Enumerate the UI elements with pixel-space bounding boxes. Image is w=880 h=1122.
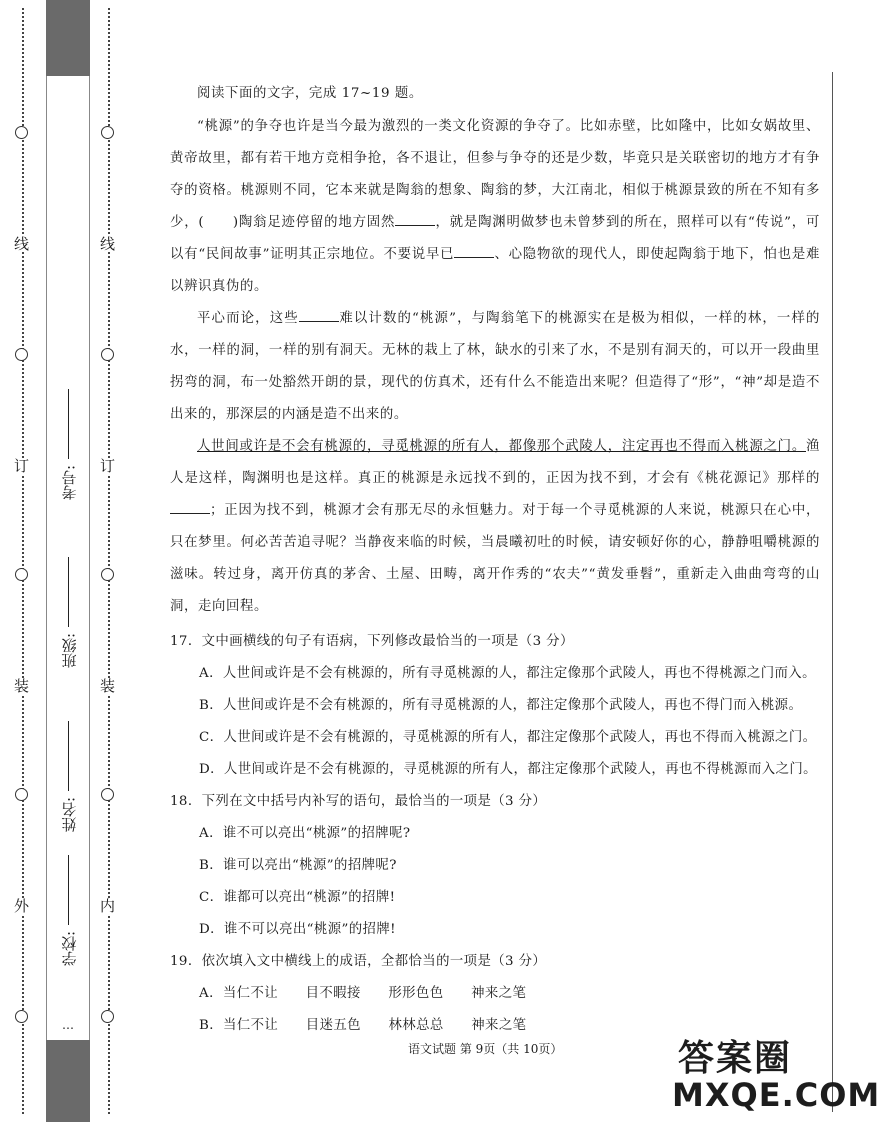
passage-intro: 阅读下面的文字，完成 17~19 题。 xyxy=(197,86,423,101)
questions xyxy=(170,626,820,1046)
inner-dotted-line xyxy=(108,8,110,1114)
question-19-stem: 19．依次填入文中横线上的成语，全都恰当的一项是（3 分） xyxy=(170,954,547,969)
outer-mark-staple: 订 xyxy=(14,457,30,475)
binding-hole xyxy=(15,348,28,361)
passage-paragraph-2: 平心而论，这些 难以计数的“桃源”，与陶翁笔下的桃源实在是极为相似，一样的林，一样的水，一样的洞，一样的别有洞天。无林的栽上了林，缺水的引来了水，不是别有洞天的，可以开一段曲里拐弯的洞，布一处豁然开朗的景，现代的仿真术，还有什么不能造出来呢？但造得了“形”，“神”却是造不出来的，那深层的内涵是造不出来的。 xyxy=(170,311,821,422)
exam-number-field[interactable] xyxy=(52,380,86,500)
page-footer: 语文试题 第 9页（共 10页） xyxy=(408,1042,563,1056)
school-field[interactable] xyxy=(52,846,86,966)
reading-passage xyxy=(170,78,820,623)
binding-hole xyxy=(15,126,28,139)
question-18-stem: 18．下列在文中括号内补写的语句，最恰当的一项是（3 分） xyxy=(170,794,547,809)
question-18-option-c[interactable]: C．谁都可以亮出“桃源”的招牌! xyxy=(199,890,396,905)
gray-block-top xyxy=(46,0,90,76)
class-label: 班级: xyxy=(60,632,79,668)
inner-mark-bind: 装 xyxy=(100,677,116,695)
question-17-option-b[interactable]: B．人世间或许是不会有桃源的，所有寻觅桃源的人，都注定像那个武陵人，再也不得门而入桃源。 xyxy=(199,698,803,713)
inner-mark-line: 线 xyxy=(100,235,116,253)
question-19-option-a[interactable]: A．当仁不让 目不暇接 形形色色 神来之笔 xyxy=(199,986,527,1001)
binding-hole xyxy=(101,568,114,581)
watermark-logo xyxy=(672,1030,880,1118)
inner-mark-inside: 内 xyxy=(100,897,116,915)
question-17-stem: 17．文中画横线的句子有语病，下列修改最恰当的一项是（3 分） xyxy=(170,634,574,649)
exam-number-label: 考号: xyxy=(60,464,79,500)
question-17-option-a[interactable]: A．人世间或许是不会有桃源的，所有寻觅桃源的人，都注定像那个武陵人，再也不得桃源之门而入。 xyxy=(199,666,816,681)
passage-paragraph-3: 人世间或许是不会有桃源的，寻觅桃源的所有人，都像那个武陵人，注定再也不得而入桃源之门。渔人是这样，陶渊明也是这样。真正的桃源是永远找不到的，正因为找不到，才会有《桃花源记》那样的；正因为找不到，桃源才会有那无尽的永恒魅力。对于每一个寻觅桃源的人来说，桃源只在心中，只在梦里。何必苦苦追寻呢？当静夜来临的时候，当晨曦初吐的时候，请安顿好你的心，静静咀嚼桃源的滋味。转过身，离开仿真的茅舍、土屋、田畴，离开作秀的“农夫”“黄发垂髫”，重新走入曲曲弯弯的山洞，走向回程。 xyxy=(170,439,820,614)
binding-hole xyxy=(101,788,114,801)
question-17-option-c[interactable]: C．人世间或许是不会有桃源的，寻觅桃源的所有人，都注定像那个武陵人，再也不得而入桃源之门。 xyxy=(199,730,817,745)
class-field[interactable] xyxy=(52,548,86,668)
fill-blank-4[interactable] xyxy=(170,513,210,514)
underlined-sentence: 人世间或许是不会有桃源的，寻觅桃源的所有人，都像那个武陵人，注定再也不得而入桃源之门。 xyxy=(197,439,806,454)
school-label: 学校: xyxy=(60,930,79,966)
fill-blank-2[interactable] xyxy=(454,257,494,258)
binding-hole xyxy=(101,1010,114,1023)
outer-mark-line: 线 xyxy=(14,235,30,253)
fill-blank-1[interactable] xyxy=(395,225,435,226)
outer-mark-bind: 装 xyxy=(14,677,30,695)
paren-blank[interactable] xyxy=(204,215,233,230)
right-margin-rule xyxy=(832,72,833,1112)
name-field[interactable] xyxy=(52,712,86,832)
binding-hole xyxy=(15,788,28,801)
watermark-line-1: 答案圈 xyxy=(678,1038,793,1079)
binding-hole xyxy=(101,126,114,139)
gray-block-bottom xyxy=(46,1040,90,1122)
sidebar-dots: … xyxy=(62,1018,74,1032)
outer-dotted-line xyxy=(22,8,24,1114)
binding-hole xyxy=(15,568,28,581)
question-18-option-a[interactable]: A．谁不可以亮出“桃源”的招牌呢? xyxy=(199,826,411,841)
fill-blank-3[interactable] xyxy=(299,321,339,322)
question-19-option-b[interactable]: B．当仁不让 目迷五色 林林总总 神来之笔 xyxy=(199,1018,527,1033)
question-17-option-d[interactable]: D．人世间或许是不会有桃源的，寻觅桃源的所有人，都注定像那个武陵人，再也不得桃源而入之门。 xyxy=(199,762,817,777)
question-18-option-b[interactable]: B．谁可以亮出“桃源”的招牌呢? xyxy=(199,858,397,873)
passage-paragraph-1: “桃源”的争夺也许是当今最为激烈的一类文化资源的争夺了。比如赤壁，比如隆中，比如女娲故里、黄帝故里，都有若干地方竞相争抢，各不退让，但参与争夺的还是少数，毕竟只是关联密切的地方才有争夺的资格。桃源则不同，它本来就是陶翁的想象、陶翁的梦，大江南北，相似于桃源景致的所在不知有多少，( )陶翁足迹停留的地方固然 ，就是陶渊明做梦也未曾梦到的所在，照样可以有“传说”，可以有“民间故事”证明其正宗地位。不要说早已 、心隐物欲的现代人，即使起陶翁于地下，怕也是难以辨识真伪的。 xyxy=(170,119,820,294)
binding-hole xyxy=(101,348,114,361)
binding-hole xyxy=(15,1010,28,1023)
inner-mark-staple: 订 xyxy=(100,457,116,475)
name-label: 姓名: xyxy=(60,796,79,832)
outer-mark-outside: 外 xyxy=(14,897,30,915)
question-18-option-d[interactable]: D．谁不可以亮出“桃源”的招牌! xyxy=(199,922,396,937)
watermark-line-2: MXQE.COM xyxy=(672,1076,880,1114)
